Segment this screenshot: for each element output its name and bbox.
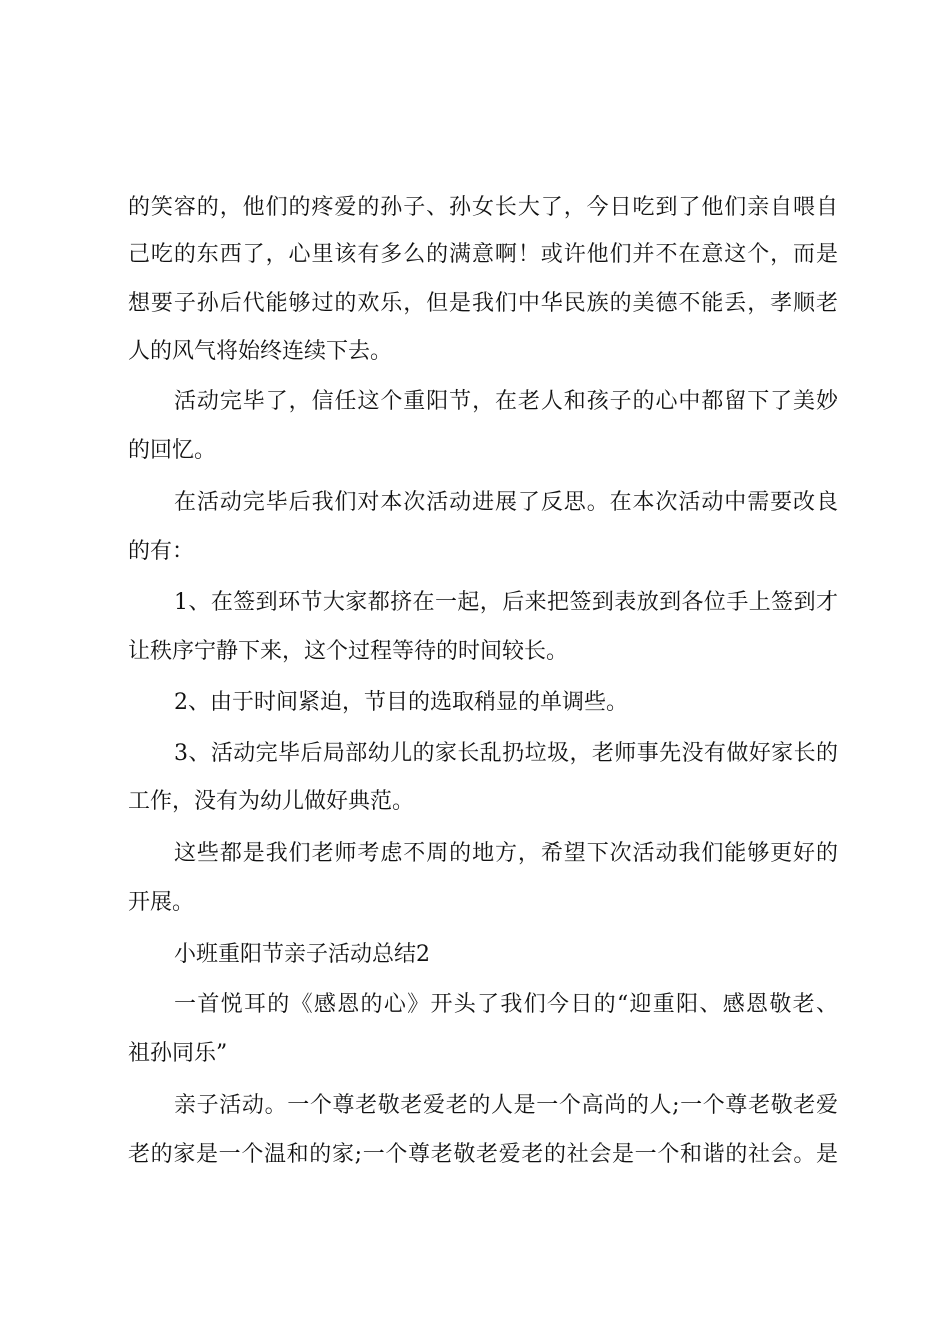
text-line: 人的风气将始终连续下去。: [128, 339, 393, 364]
text-line: 的笑容的，他们的疼爱的孙子、孙女长大了，今日吃到了他们亲自喂自: [128, 195, 838, 220]
text-line: 在活动完毕后我们对本次活动进展了反思。在本次活动中需要改良: [174, 490, 838, 515]
text-line: 让秩序宁静下来，这个过程等待的时间较长。: [128, 639, 569, 664]
text-line: 老的家是一个温和的家;一个尊老敬老爱老的社会是一个和谐的社会。是: [128, 1142, 838, 1167]
text-line: 开展。: [128, 890, 195, 915]
text-line: 1、在签到环节大家都挤在一起，后来把签到表放到各位手上签到才: [174, 590, 838, 615]
text-line: 的有：: [128, 539, 195, 564]
text-line: 这些都是我们老师考虑不周的地方，希望下次活动我们能够更好的: [174, 841, 838, 866]
text-line: 活动完毕了，信任这个重阳节，在老人和孩子的心中都留下了美妙: [174, 389, 838, 414]
text-line: 亲子活动。一个尊老敬老爱老的人是一个高尚的人;一个尊老敬老爱: [174, 1093, 838, 1118]
text-line: 祖孙同乐”: [128, 1041, 228, 1066]
text-line: 己吃的东西了，心里该有多么的满意啊！或许他们并不在意这个，而是: [128, 242, 838, 267]
text-line: 的回忆。: [128, 438, 217, 463]
text-line: 2、由于时间紧迫，节目的选取稍显的单调些。: [174, 690, 628, 715]
section-heading: 小班重阳节亲子活动总结2: [174, 942, 430, 967]
text-line: 3、活动完毕后局部幼儿的家长乱扔垃圾，老师事先没有做好家长的: [174, 741, 838, 766]
text-line: 想要子孙后代能够过的欢乐，但是我们中华民族的美德不能丢，孝顺老: [128, 291, 838, 316]
text-line: 一首悦耳的《感恩的心》开头了我们今日的“迎重阳、感恩敬老、: [174, 992, 838, 1017]
text-line: 工作，没有为幼儿做好典范。: [128, 789, 415, 814]
